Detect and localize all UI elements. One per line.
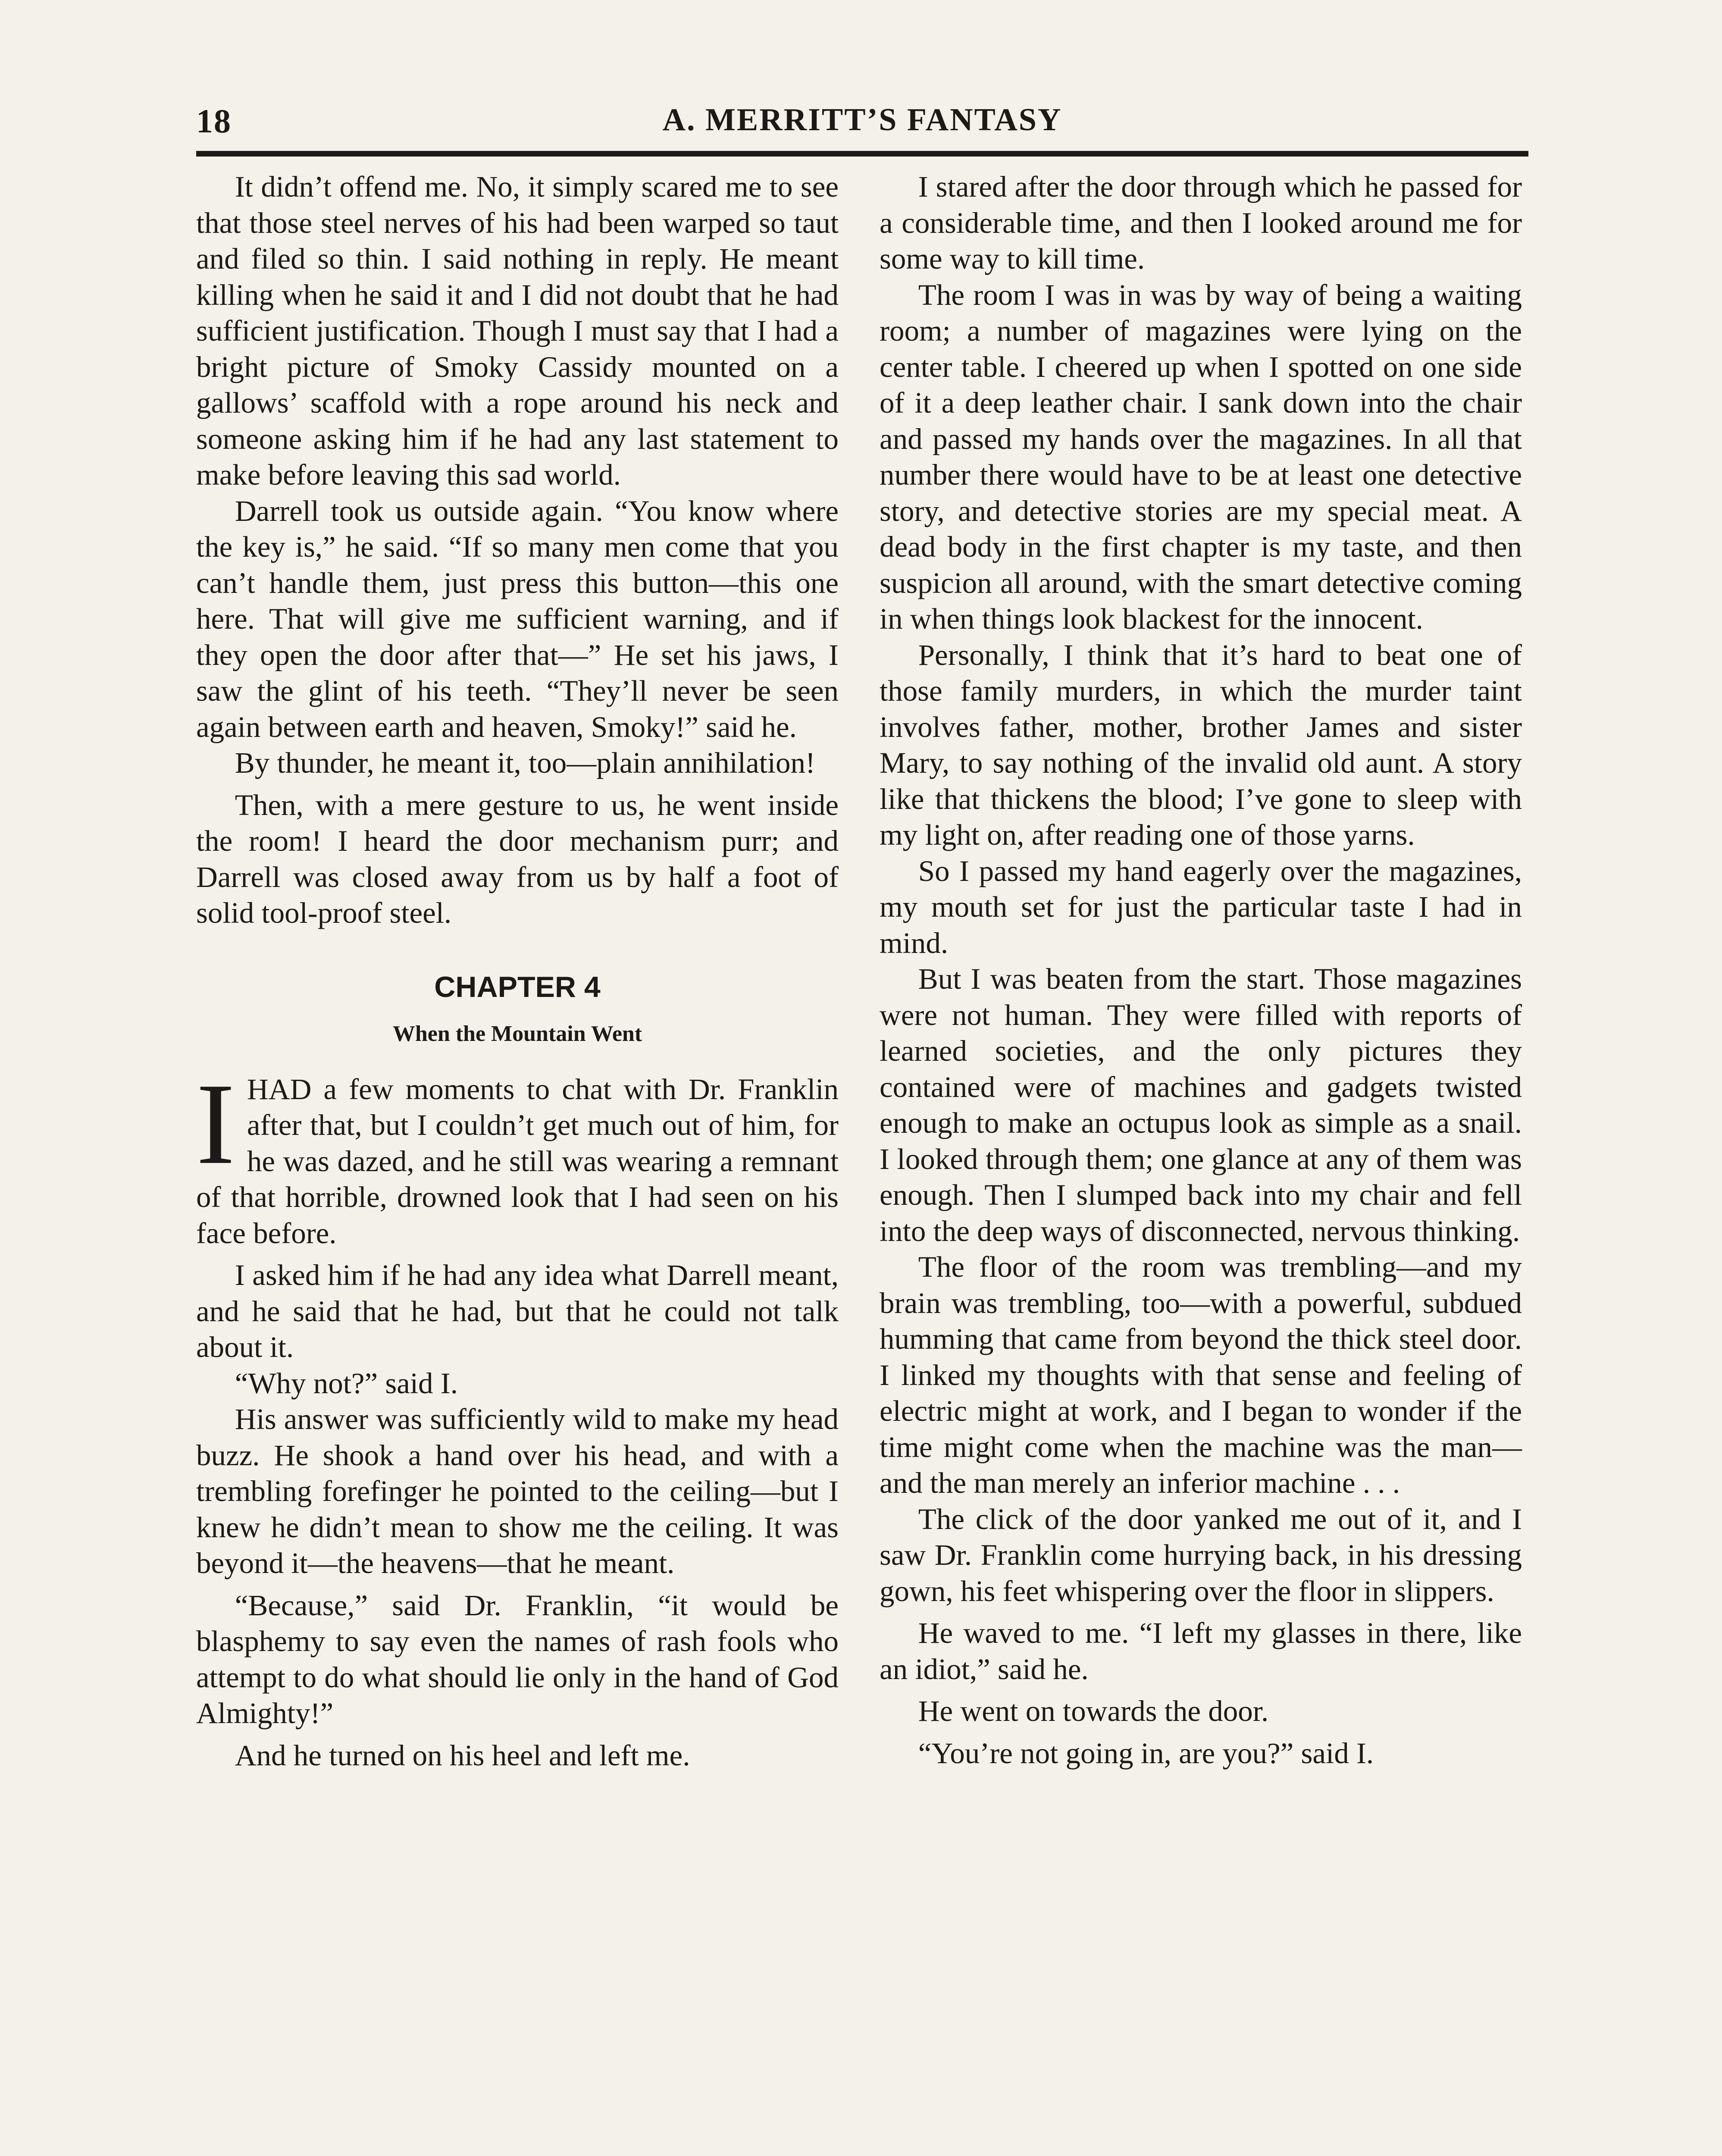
paragraph: But I was beaten from the start. Those magazines were not human. They were filled with reports of learned societies, and the only pictures they contained were of machines and gadgets twisted enough to make an octupus look as simple as a snail. I looked through them; one glance at any of them was enough. Then I slumped back into my chair and fell into the deep ways of disconnected, nervous thinking.: [880, 962, 1522, 1247]
paragraph: His answer was sufficiently wild to make my head buzz. He shook a hand over his head, and with a trembling forefinger he pointed to the ceiling—but I knew he didn’t mean to show me the ceiling. It was beyond it—the heavens—that he meant.: [196, 1403, 839, 1579]
paragraph: Personally, I think that it’s hard to beat one of those family murders, in which the murder taint involves father, mother, brother James and sister Mary, to say nothing of the invalid old aunt. A story like that thickens the blood; I’ve gone to sleep with my light on, after reading one of those yarns.: [880, 638, 1522, 851]
paragraph: Then, with a mere gesture to us, he went inside the room! I heard the door mechanism purr; and Darrell was closed away from us by half a foot of solid tool-proof steel.: [196, 788, 839, 929]
paragraph: I asked him if he had any idea what Darrell meant, and he said that he had, but that he could not talk about it.: [196, 1259, 839, 1363]
page-number: 18: [196, 102, 232, 140]
paragraph: So I passed my hand eagerly over the magazines, my mouth set for just the particular taste I had in mind.: [880, 854, 1522, 959]
paragraph: “Why not?” said I.: [235, 1366, 458, 1400]
paragraph: The room I was in was by way of being a waiting room; a number of magazines were lying on the center table. I cheered up when I spotted on one side of it a deep leather chair. I sank down into the chair and passed my hands over the magazines. In all that number there would have to be at least one detective story, and detective stories are my special meat. A dead body in the first chapter is my taste, and then suspicion all around, with the smart detective coming in when things look blackest for the innocent.: [880, 278, 1522, 635]
paragraph: By thunder, he meant it, too—plain annihilation!: [235, 746, 815, 779]
paragraph: “You’re not going in, are you?” said I.: [918, 1736, 1374, 1770]
paragraph: Darrell took us outside again. “You know where the key is,” he said. “If so many men come that you can’t handle them, just press this button—this one here. That will give me sufficient warning, and if they open the door after that—” He set his jaws, I saw the glint of his teeth. “They’ll never be seen again between earth and heaven, Smoky!” said he.: [196, 494, 839, 743]
drop-cap: I: [196, 1059, 235, 1188]
drop-cap-paragraph: [196, 1059, 839, 1252]
paragraph: And he turned on his heel and left me.: [235, 1739, 690, 1772]
paragraph: The floor of the room was trembling—and my brain was trembling, too—with a powerful, subdued humming that came from beyond the thick steel door. I linked my thoughts with that sense and feeling of electric might at work, and I began to wonder if the time might come when the machine was the man—and the man merely an inferior machine . . .: [880, 1250, 1522, 1499]
paragraph: The click of the door yanked me out of it, and I saw Dr. Franklin come hurrying back, in his dressing gown, his feet whispering over the floor in slippers.: [880, 1502, 1522, 1608]
page-header: [196, 102, 1528, 149]
paragraph: He waved to me. “I left my glasses in there, like an idiot,” said he.: [880, 1617, 1522, 1686]
paragraph: “Because,” said Dr. Franklin, “it would be blasphemy to say even the names of rash fools who attempt to do what should lie only in the hand of God Almighty!”: [196, 1589, 839, 1730]
right-column: [880, 169, 1522, 1771]
chapter-subtitle: When the Mountain Went: [392, 1021, 642, 1046]
paragraph: I stared after the door through which he passed for a considerable time, and then I looked around me for some way to kill time.: [880, 170, 1522, 275]
header-rule: [196, 151, 1528, 157]
running-title: A. MERRITT’S FANTASY: [662, 102, 1062, 138]
paragraph: He went on towards the door.: [918, 1695, 1269, 1727]
chapter-title: CHAPTER 4: [434, 970, 601, 1003]
left-column: [196, 169, 839, 1774]
paragraph: It didn’t offend me. No, it simply scared me to see that those steel nerves of his had been warped so taut and filed so thin. I said nothing in reply. He meant killing when he said it and I did not doubt that he had sufficient justification. Though I must say that I had a bright picture of Smoky Cassidy mounted on a gallows’ scaffold with a rope around his neck and someone asking him if he had any last statement to make before leaving this sad world.: [196, 170, 839, 491]
drop-cap-paragraph-text: HAD a few moments to chat with Dr. Franklin after that, but I couldn’t get much out of him, for he was dazed, and he still was wearing a remnant of that horrible, drowned look that I had seen on his face before.: [196, 1072, 839, 1250]
